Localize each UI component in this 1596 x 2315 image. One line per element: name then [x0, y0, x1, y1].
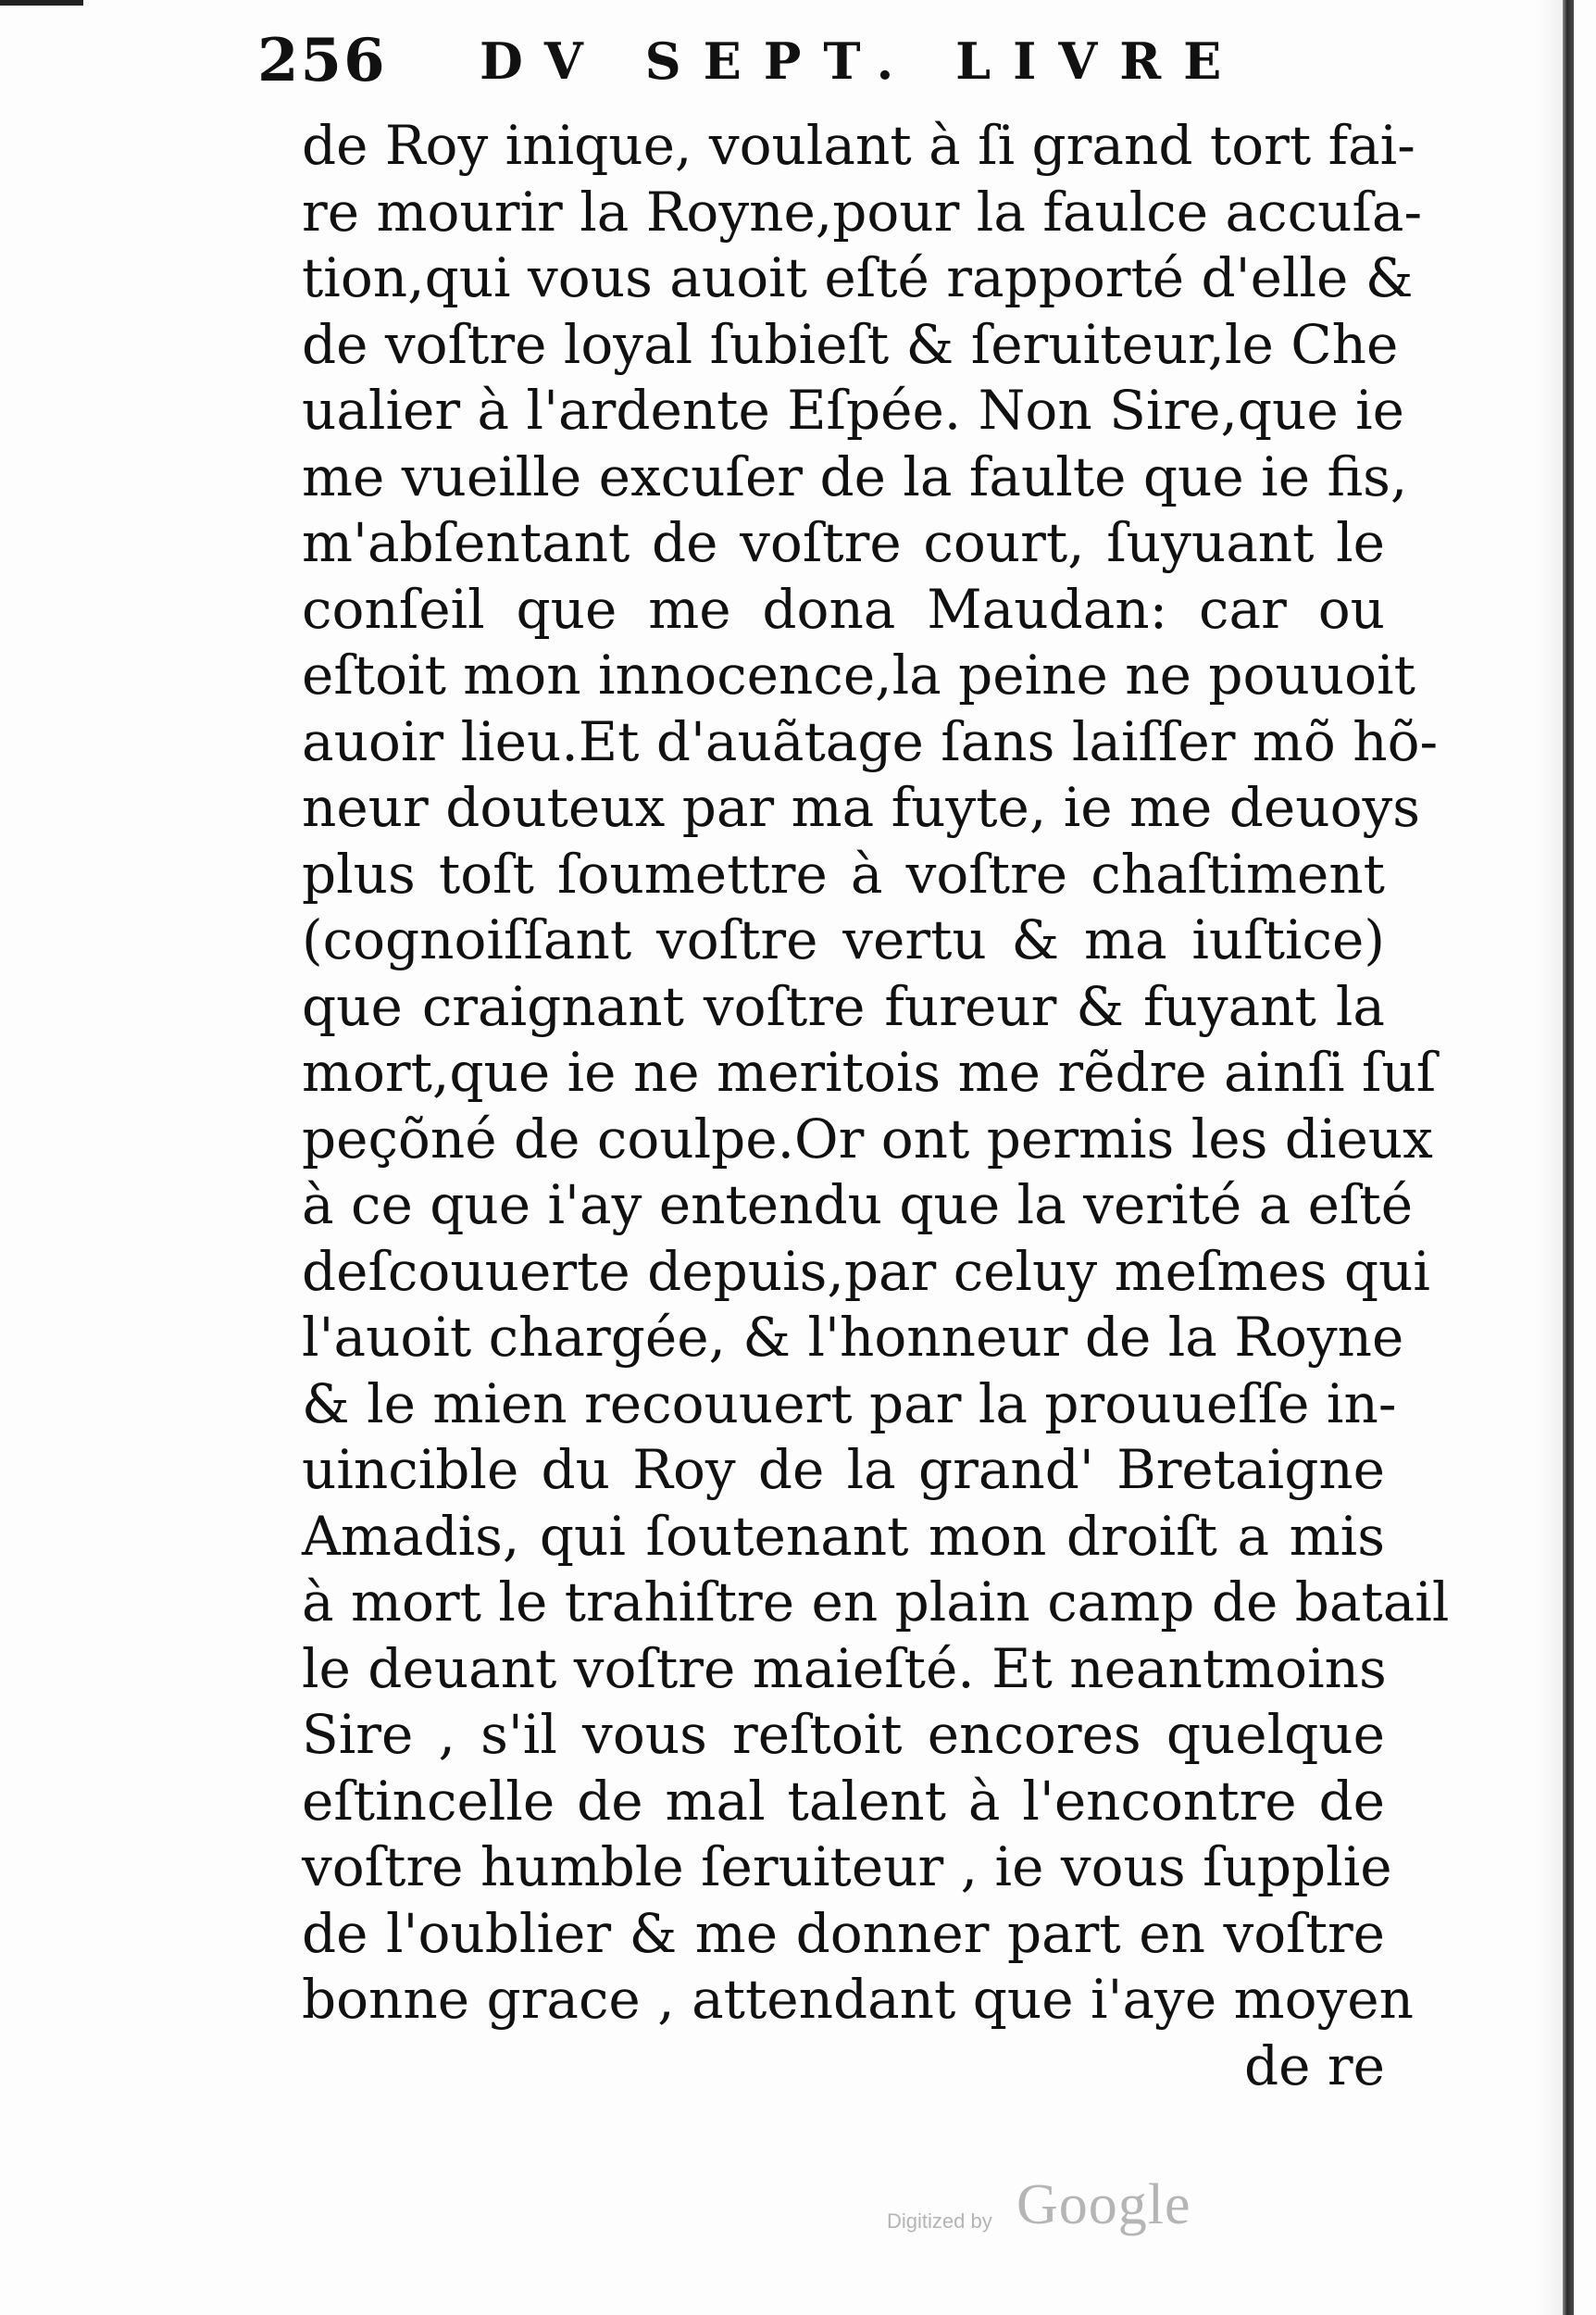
text-line: à ce que i'ay entendu que la verité a eſté	[302, 1173, 1414, 1236]
text-line: re mourir la Royne,pour la faulce accuſa-	[302, 180, 1423, 244]
digitization-watermark	[887, 2172, 1257, 2237]
text-line: de l'oublier & me donner part en voſtre	[302, 1901, 1385, 1965]
text-line: que craignant voſtre fureur & fuyant la	[302, 974, 1385, 1038]
running-title: DV SEPT. LIVRE	[480, 31, 1244, 91]
text-line: l'auoit chargée, & l'honneur de la Royne	[302, 1306, 1404, 1369]
text-line: neur douteux par ma fuyte, ie me deuoys	[302, 776, 1421, 839]
text-line: le deuant voſtre maieſté. Et neantmoins	[302, 1636, 1387, 1700]
body-text	[302, 113, 1450, 2099]
page-number: 256	[257, 26, 387, 95]
text-line: Sire , s'il vous reſtoit encores quelque	[302, 1703, 1385, 1766]
scan-corner-mark	[0, 0, 83, 6]
text-line: deſcouuerte depuis,par celuy meſmes qui	[302, 1239, 1430, 1303]
running-head	[257, 26, 1368, 109]
page-edge-shadow	[1537, 0, 1563, 2315]
text-line: & le mien recouuert par la prouueſſe in-	[302, 1371, 1397, 1435]
text-line: conſeil que me dona Maudan: car ou	[302, 577, 1385, 641]
watermark-prefix: Digitized by	[887, 2209, 992, 2233]
text-line: voſtre humble ſeruiteur , ie vous ſupplie	[302, 1835, 1392, 1898]
text-line: uincible du Roy de la grand' Bretaigne	[302, 1438, 1385, 1501]
text-line: eſtoit mon innocence,la peine ne pouuoit	[302, 644, 1415, 707]
google-logo: Google	[1016, 2173, 1191, 2236]
text-line: peçõné de coulpe.Or ont permis les dieux	[302, 1107, 1433, 1170]
text-line: mort,que ie ne meritois me rẽdre ainſi ſuſ	[302, 1041, 1437, 1104]
text-line: ualier à l'ardente Eſpée. Non Sire,que ie	[302, 379, 1405, 442]
binding-edge	[1563, 0, 1574, 2315]
text-line: me vueille excuſer de la faulte que ie fis,	[302, 444, 1408, 508]
text-line: m'abſentant de voſtre court, ſuyuant le	[302, 511, 1385, 574]
text-line: auoir lieu.Et d'auãtage ſans laiſſer mõ hõ-	[302, 709, 1439, 773]
catchword: de re	[1244, 2033, 1385, 2097]
text-line: bonne grace , attendant que i'aye moyen	[302, 1968, 1414, 2031]
text-line: de Roy inique, voulant à ſi grand tort fai-	[302, 114, 1415, 177]
text-line: eſtincelle de mal talent à l'encontre de	[302, 1769, 1385, 1833]
text-line: plus toſt ſoumettre à voſtre chaſtiment	[302, 842, 1385, 906]
text-line: Amadis, qui ſoutenant mon droiſt a mis	[302, 1504, 1385, 1568]
text-line: à mort le trahiſtre en plain camp de batail	[302, 1570, 1450, 1633]
text-line: tion,qui vous auoit eſté rapporté d'elle &	[302, 246, 1414, 309]
text-line: (cognoiſſant voſtre vertu & ma iuſtice)	[302, 908, 1385, 971]
text-line: de voſtre loyal ſubieſt & ſeruiteur,le Che	[302, 312, 1399, 376]
